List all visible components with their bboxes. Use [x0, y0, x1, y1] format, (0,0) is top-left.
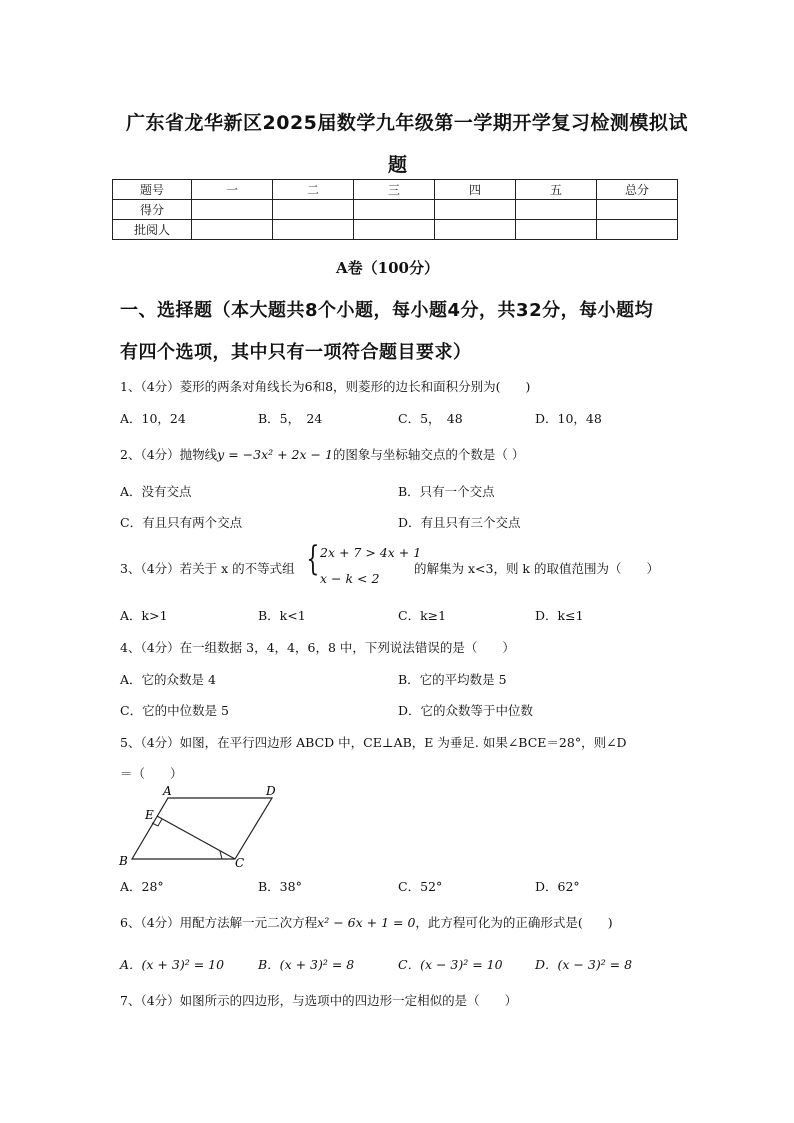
question-5-stem-continued: ＝（ ）: [120, 766, 183, 781]
score-cell: [435, 220, 516, 240]
brace-icon: {: [306, 539, 320, 579]
question-6-option-b: B．(x + 3)² = 8: [258, 957, 355, 972]
score-table-header-cell: 三: [354, 180, 435, 200]
score-row-label: 得分: [113, 200, 192, 220]
question-6-prefix: 6、（4分）用配方法解一元二次方程: [120, 915, 318, 930]
score-table-header-cell: 四: [435, 180, 516, 200]
score-cell: [597, 220, 678, 240]
score-cell: [354, 220, 435, 240]
label-e: E: [145, 808, 154, 822]
question-2-option-a: A．没有交点: [120, 484, 192, 499]
segment-ce: [157, 816, 235, 859]
question-3-suffix: 的解集为 x<3，则 k 的取值范围为（ ）: [414, 561, 659, 576]
score-table-header-cell: 总分: [597, 180, 678, 200]
score-cell: [597, 200, 678, 220]
question-6-option-c: C．(x − 3)² = 10: [398, 957, 503, 972]
parallelogram-figure: [116, 783, 286, 869]
label-d: D: [266, 784, 276, 798]
score-table-header-cell: 二: [273, 180, 354, 200]
question-3-option-d: D．k≤1: [535, 608, 584, 623]
question-2-suffix: 的图象与坐标轴交点的个数是（ ）: [332, 447, 525, 462]
score-cell: [435, 200, 516, 220]
page-title-continued: 题: [388, 154, 408, 176]
question-2-option-b: B．只有一个交点: [398, 484, 495, 499]
question-6-stem: [120, 913, 613, 931]
section-heading-continued: 有四个选项，其中只有一项符合题目要求）: [120, 342, 472, 363]
question-6-option-a: A．(x + 3)² = 10: [120, 957, 225, 972]
score-row-label: 批阅人: [113, 220, 192, 240]
question-5-option-d: D．62°: [535, 879, 580, 894]
score-cell: [273, 200, 354, 220]
question-2-option-c: C．有且只有两个交点: [120, 515, 243, 530]
label-b: B: [119, 854, 128, 868]
score-cell: [516, 220, 597, 240]
question-3-option-a: A．k>1: [120, 608, 168, 623]
score-table: [112, 179, 678, 240]
question-3-option-c: C．k≥1: [398, 608, 447, 623]
section-heading: 一、选择题（本大题共8个小题，每小题4分，共32分，每小题均: [120, 300, 654, 321]
score-table-header-cell: 题号: [113, 180, 192, 200]
question-2-formula: y = −3x² + 2x − 1: [217, 447, 333, 462]
score-cell: [516, 200, 597, 220]
score-cell: [273, 220, 354, 240]
question-5-option-b: B．38°: [258, 879, 302, 894]
question-1-stem: 1、（4分）菱形的两条对角线长为6和8，则菱形的边长和面积分别为( ): [120, 379, 531, 394]
question-3-option-b: B．k<1: [258, 608, 306, 623]
score-table-header-row: [113, 180, 678, 200]
question-4-stem: 4、（4分）在一组数据 3，4，4，6，8 中，下列说法错误的是（ ）: [120, 640, 515, 655]
score-cell: [354, 200, 435, 220]
page-title: 广东省龙华新区2025届数学九年级第一学期开学复习检测模拟试: [126, 112, 688, 134]
score-cell: [192, 220, 273, 240]
volume-heading: A卷（100分）: [336, 259, 439, 277]
score-table-row: [113, 200, 678, 220]
question-5-option-a: A．28°: [120, 879, 164, 894]
question-5-stem: 5、（4分）如图，在平行四边形 ABCD 中，CE⊥AB，E 为垂足. 如果∠BCE＝28°，则∠D: [120, 735, 627, 750]
label-a: A: [163, 784, 172, 798]
question-6-option-d: D．(x − 3)² = 8: [535, 957, 633, 972]
question-4-option-c: C．它的中位数是 5: [120, 703, 229, 718]
question-4-option-a: A．它的众数是 4: [120, 672, 216, 687]
question-1-option-b: B．5， 24: [258, 411, 323, 426]
question-5-option-c: C．52°: [398, 879, 443, 894]
score-table-header-cell: 五: [516, 180, 597, 200]
question-1-option-a: A．10，24: [120, 411, 186, 426]
question-2-stem: [120, 445, 524, 463]
question-7-stem: 7、（4分）如图所示的四边形，与选项中的四边形一定相似的是（ ）: [120, 993, 518, 1008]
question-3-prefix: 3、（4分）若关于 x 的不等式组: [120, 561, 295, 576]
question-3-inequality-1: 2x + 7 > 4x + 1: [320, 545, 422, 560]
question-2-option-d: D．有且只有三个交点: [398, 515, 521, 530]
question-4-option-b: B．它的平均数是 5: [398, 672, 507, 687]
question-4-option-d: D．它的众数等于中位数: [398, 703, 534, 718]
question-1-option-c: C．5， 48: [398, 411, 463, 426]
question-1-option-d: D．10，48: [535, 411, 602, 426]
question-3-inequality-2: x − k < 2: [320, 571, 380, 586]
score-cell: [192, 200, 273, 220]
question-2-prefix: 2、（4分）抛物线: [120, 447, 218, 462]
score-table-row: [113, 220, 678, 240]
question-6-suffix: ，此方程可化为的正确形式是( ): [415, 915, 613, 930]
question-6-formula: x² − 6x + 1 = 0: [317, 915, 416, 930]
label-c: C: [235, 856, 245, 869]
score-table-header-cell: 一: [192, 180, 273, 200]
